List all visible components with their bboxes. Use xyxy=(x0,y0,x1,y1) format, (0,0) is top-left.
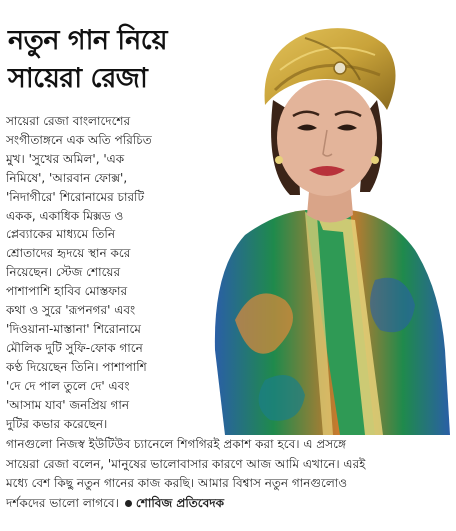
headline xyxy=(8,22,208,98)
body-line: কথা ও সুরে 'রূপনগর' এবং xyxy=(6,303,136,318)
body-line: গানগুলো নিজস্ব ইউটিউব চ্যানেলে শিগগিরই প্রকাশ করা হবে। এ প্রসঙ্গে xyxy=(6,437,346,451)
headline-line-1: নতুন গান নিয়ে xyxy=(8,25,168,56)
body-line: দর্শকদের ভালো লাগবে। xyxy=(6,495,119,510)
body-line: শ্রোতাদের হৃদয়ে স্থান করে xyxy=(6,246,131,261)
body-line: পাশাপাশি হাবিব মোস্তফার xyxy=(6,284,128,299)
headline-line-2: সায়েরা রেজা xyxy=(8,63,148,94)
article-column xyxy=(6,112,218,433)
body-line: 'নিদাগীরে' শিরোনামের চারটি xyxy=(6,189,145,204)
body-line: 'আসাম যাব' জনপ্রিয় গান xyxy=(6,397,130,412)
body-line: 'দিওয়ানা-মাস্তানা' শিরোনামে xyxy=(6,321,141,336)
body-line: 'দে দে পাল তুলে দে' এবং xyxy=(6,378,130,393)
earring-right xyxy=(371,156,379,164)
body-line: প্লেব্যাকের মাধ্যমে তিনি xyxy=(6,227,116,242)
last-line xyxy=(6,494,452,514)
body-line: দুটির কভার করেছেন। xyxy=(6,416,108,431)
bullet-icon xyxy=(125,500,132,507)
portrait-photo xyxy=(205,20,450,435)
body-line: মধ্যে বেশ কিছু নতুন গানের কাজ করছি। আমার বিশ্বাস নতুন গানগুলোও xyxy=(6,476,348,490)
body-line: নিয়েছেন। স্টেজ শোয়ের xyxy=(6,265,121,280)
body-line: একক, একাধিক মিক্সড ও xyxy=(6,208,124,223)
body-line: মৌলিক দুটি সুফি-ফোক গানে xyxy=(6,340,143,355)
body-line: সংগীতাঙ্গনে এক অতি পরিচিত xyxy=(6,132,152,147)
body-line: সায়েরা রেজা বাংলাদেশের xyxy=(6,114,131,128)
body-line: সায়েরা রেজা বলেন, 'মানুষের ভালোবাসার কারণে আজ আমি এখানে। এরই xyxy=(6,456,366,471)
body-line: মুখ। 'সুখের অমিল', 'এক xyxy=(6,151,125,166)
turban-brooch xyxy=(334,62,346,74)
body-line: কণ্ঠ দিয়েছেন তিনি। পাশাপাশি xyxy=(6,359,147,374)
face xyxy=(277,80,377,196)
article-continuation xyxy=(6,435,452,513)
byline: শোবিজ প্রতিবেদক xyxy=(135,495,224,510)
earring-left xyxy=(275,156,283,164)
body-line: নিমিষে', 'আরবান ফোক্স', xyxy=(6,170,128,185)
